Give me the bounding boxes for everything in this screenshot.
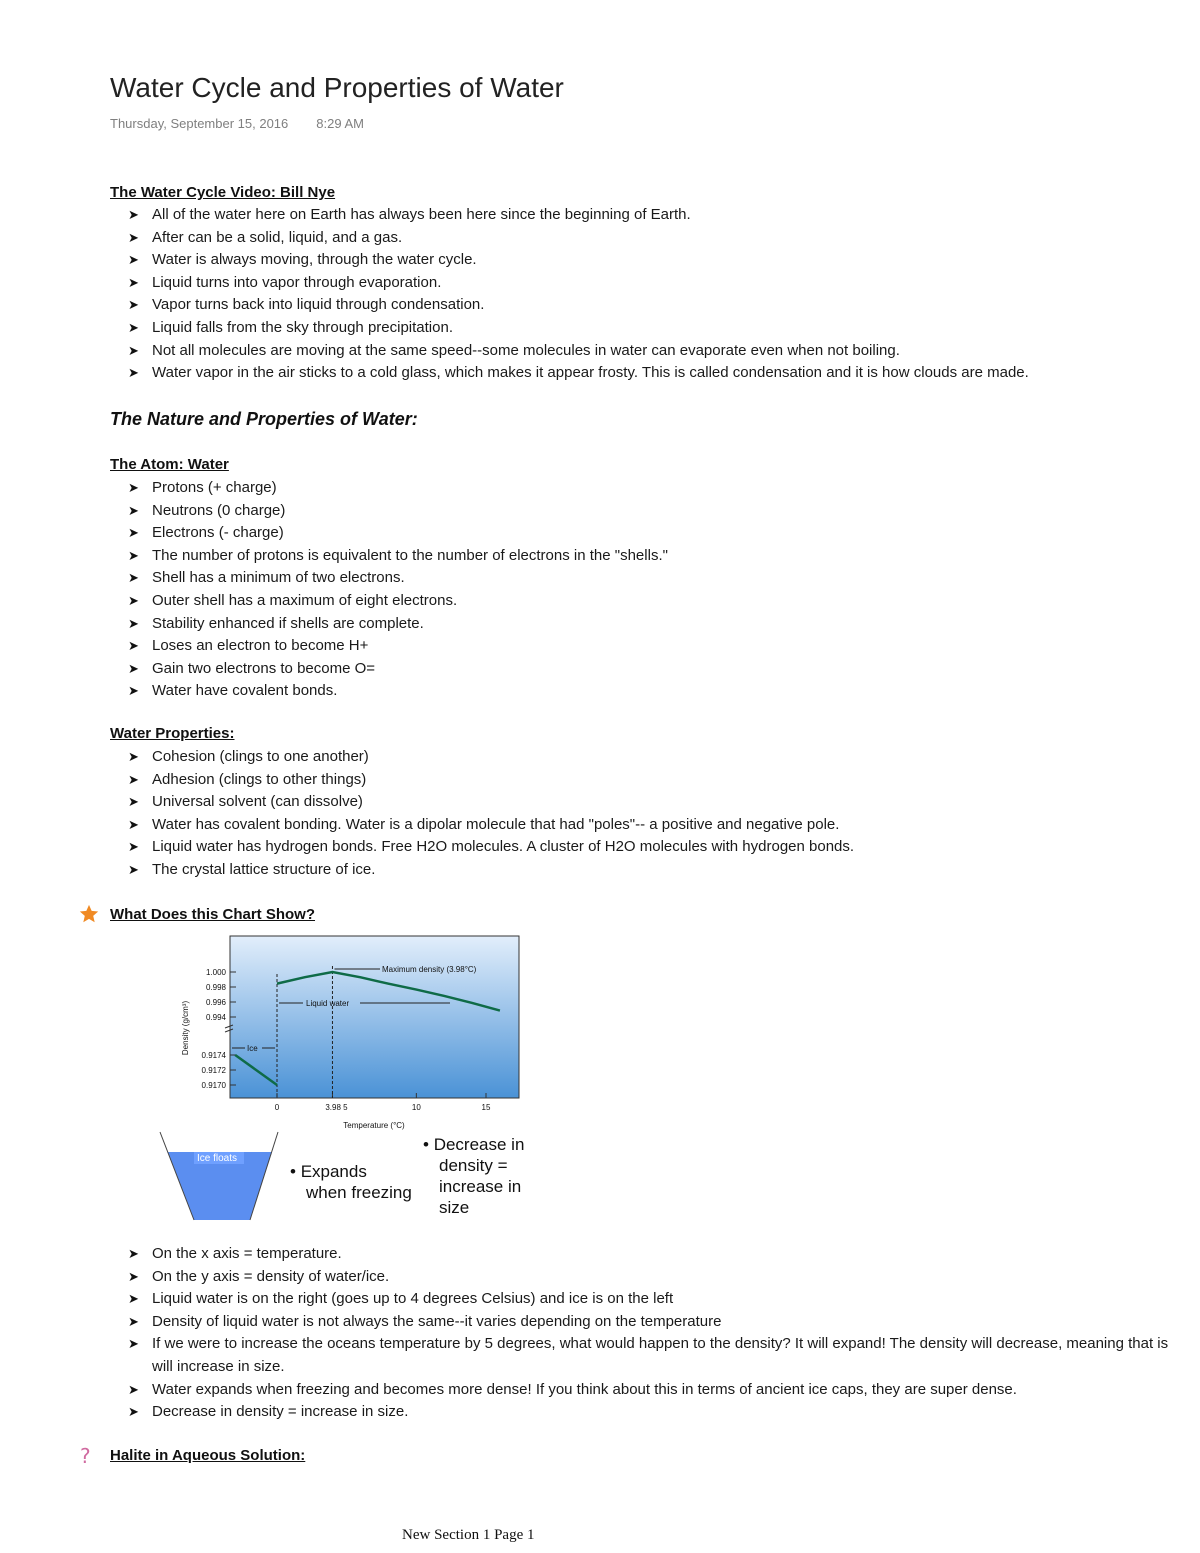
list-item-text: Decrease in density = increase in size.	[152, 1403, 409, 1421]
arrow-bullet-icon: ➤	[128, 480, 139, 495]
list-item-text: Cohesion (clings to one another)	[152, 748, 369, 765]
atom-list	[128, 477, 668, 703]
arrow-bullet-icon: ➤	[128, 839, 139, 855]
arrow-bullet-icon: ➤	[128, 525, 139, 541]
arrow-bullet-icon: ➤	[128, 660, 139, 676]
list-item	[128, 522, 668, 545]
list-item	[128, 204, 1029, 227]
list-item	[128, 590, 668, 613]
list-item	[128, 1266, 1192, 1289]
arrow-bullet-icon: ➤	[128, 1246, 139, 1261]
properties-list	[128, 746, 854, 882]
list-item	[128, 859, 854, 882]
list-item	[128, 836, 854, 859]
x-axis-label: Temperature (°C)	[343, 1121, 405, 1130]
x-tick-label: 15	[481, 1103, 491, 1112]
y-tick-label: 0.998	[205, 983, 226, 992]
page-date: Thursday, September 15, 2016	[110, 116, 289, 131]
list-item	[128, 1401, 1192, 1424]
arrow-bullet-icon: ➤	[128, 638, 139, 654]
list-item-text: Water vapor in the air sticks to a cold glass, which makes it appear frosty. This is called condensation and it is how clouds are made.	[152, 364, 1029, 382]
y-tick-label: 0.994	[205, 1013, 226, 1022]
arrow-bullet-icon: ➤	[128, 816, 139, 832]
list-item	[128, 317, 1029, 340]
page-title: Water Cycle and Properties of Water	[110, 72, 564, 103]
list-item	[128, 294, 1029, 317]
annotation-liquid-water: Liquid water	[306, 999, 350, 1008]
arrow-bullet-icon: ➤	[128, 1291, 139, 1307]
arrow-bullet-icon: ➤	[128, 1268, 139, 1284]
arrow-bullet-icon: ➤	[128, 861, 139, 877]
y-axis-label: Density (g/cm³)	[181, 1000, 190, 1056]
page-footer: New Section 1 Page 1	[402, 1527, 535, 1543]
bullet-density-line4: size	[439, 1198, 470, 1217]
arrow-bullet-icon: ➤	[128, 297, 139, 313]
x-tick-label: 3.98 5	[325, 1103, 348, 1112]
section-heading-water-cycle: The Water Cycle Video: Bill Nye	[110, 184, 336, 201]
arrow-bullet-icon: ➤	[128, 342, 139, 358]
list-item	[128, 746, 854, 769]
list-item	[128, 272, 1029, 295]
list-item	[128, 658, 668, 681]
section-heading-chart: What Does this Chart Show?	[110, 906, 316, 923]
list-item	[128, 1333, 1192, 1378]
list-item	[128, 545, 668, 568]
y-tick-label: 1.000	[205, 968, 226, 977]
arrow-bullet-icon: ➤	[128, 229, 139, 245]
list-item-text: Outer shell has a maximum of eight electrons.	[152, 591, 458, 609]
arrow-bullet-icon: ➤	[128, 794, 139, 810]
question-icon: ?	[80, 1444, 91, 1468]
list-item	[128, 613, 668, 636]
arrow-bullet-icon: ➤	[128, 570, 139, 586]
page-time: 8:29 AM	[316, 116, 364, 131]
arrow-bullet-icon: ➤	[128, 1381, 139, 1397]
list-item-text: Water have covalent bonds.	[152, 682, 338, 700]
chart-notes-list	[128, 1243, 1192, 1424]
arrow-bullet-icon: ➤	[128, 365, 139, 381]
arrow-bullet-icon: ➤	[128, 1336, 139, 1352]
bullet-expands-line2: when freezing	[306, 1183, 412, 1202]
list-item-text: Water has covalent bonding. Water is a dipolar molecule that had "poles"-- a positive and negative pole.	[152, 815, 840, 833]
y-tick-label: 0.9172	[201, 1066, 226, 1075]
arrow-bullet-icon: ➤	[128, 771, 139, 787]
list-item-text: All of the water here on Earth has always been here since the beginning of Earth.	[152, 206, 691, 223]
ice-label: Ice floats	[197, 1153, 238, 1164]
list-item	[128, 814, 854, 837]
list-item-text: Water expands when freezing and becomes more dense! If you think about this in terms of ancient ice caps, they are super dense.	[152, 1380, 1017, 1398]
list-item	[128, 1288, 1192, 1311]
section-heading-halite: Halite in Aqueous Solution:	[110, 1447, 306, 1464]
arrow-bullet-icon: ➤	[128, 1404, 139, 1420]
list-item-text: Liquid turns into vapor through evaporation.	[152, 273, 442, 291]
list-item-text: Water is always moving, through the water cycle.	[152, 251, 477, 269]
list-item-text: The crystal lattice structure of ice.	[152, 860, 376, 878]
arrow-bullet-icon: ➤	[128, 547, 139, 563]
list-item-text: Gain two electrons to become O=	[152, 659, 376, 677]
list-item	[128, 500, 668, 523]
list-item	[128, 680, 668, 703]
list-item-text: Adhesion (clings to other things)	[152, 770, 367, 788]
y-tick-label: 0.9174	[201, 1051, 226, 1060]
list-item-text: Liquid water is on the right (goes up to 4 degrees Celsius) and ice is on the left	[152, 1290, 674, 1308]
x-tick-label: 10	[411, 1103, 421, 1112]
density-chart	[170, 928, 550, 1138]
page-timestamp	[110, 116, 364, 131]
list-item	[128, 1243, 1192, 1266]
list-item	[128, 635, 668, 658]
arrow-bullet-icon: ➤	[128, 1313, 139, 1329]
arrow-bullet-icon: ➤	[128, 502, 139, 518]
bullet-density-line3: increase in	[439, 1177, 522, 1196]
bullet-expands-line1: Expands	[300, 1162, 367, 1181]
list-item	[128, 362, 1029, 385]
chart-plot-area	[230, 936, 519, 1098]
list-item-text: Vapor turns back into liquid through condensation.	[152, 296, 485, 314]
list-item-text: Neutrons (0 charge)	[152, 501, 286, 519]
list-item	[128, 1379, 1192, 1402]
arrow-bullet-icon: ➤	[128, 319, 139, 335]
section-heading-nature: The Nature and Properties of Water:	[110, 409, 418, 429]
list-item-text: On the y axis = density of water/ice.	[152, 1267, 390, 1285]
list-item	[128, 1311, 1192, 1334]
water-cycle-list	[128, 204, 1029, 385]
arrow-bullet-icon: ➤	[128, 274, 139, 290]
x-tick-label: 0	[274, 1103, 280, 1112]
list-item-text: Loses an electron to become H+	[152, 637, 369, 655]
section-heading-properties: Water Properties:	[110, 725, 235, 742]
list-item-text: Liquid falls from the sky through precipitation.	[152, 318, 453, 336]
list-item	[128, 477, 668, 500]
star-icon	[78, 903, 100, 925]
list-item-text: On the x axis = temperature.	[152, 1245, 342, 1262]
list-item-text: Shell has a minimum of two electrons.	[152, 569, 405, 587]
list-item-text: Electrons (- charge)	[152, 524, 284, 542]
list-item	[128, 340, 1029, 363]
arrow-bullet-icon: ➤	[128, 252, 139, 268]
list-item-text: Stability enhanced if shells are complete.	[152, 614, 424, 632]
ice-diagram	[150, 1128, 550, 1228]
list-item	[128, 227, 1029, 250]
section-heading-atom: The Atom: Water	[110, 456, 229, 473]
arrow-bullet-icon: ➤	[128, 615, 139, 631]
y-tick-label: 0.9170	[201, 1081, 226, 1090]
y-tick-label: 0.996	[205, 998, 226, 1007]
list-item	[128, 769, 854, 792]
arrow-bullet-icon: ➤	[128, 592, 139, 608]
arrow-bullet-icon: ➤	[128, 749, 139, 764]
list-item-text: Liquid water has hydrogen bonds. Free H2O molecules. A cluster of H2O molecules with hydrogen bonds.	[152, 838, 855, 856]
bullet-density: • Decrease in density = increase in size	[423, 1135, 525, 1217]
list-item-text: Protons (+ charge)	[152, 479, 277, 496]
list-item	[128, 249, 1029, 272]
list-item-text: Density of liquid water is not always the same--it varies depending on the temperature	[152, 1312, 722, 1330]
beaker-illustration	[150, 1128, 290, 1228]
annotation-max-density: Maximum density (3.98°C)	[382, 965, 477, 974]
list-item-text: Universal solvent (can dissolve)	[152, 793, 363, 811]
list-item-text: If we were to increase the oceans temperature by 5 degrees, what would happen to the density? It will expand! The density will decrease, meaning that is will increase in size.	[152, 1335, 1169, 1375]
list-item-text: Not all molecules are moving at the same speed--some molecules in water can evaporate even when not boiling.	[152, 341, 900, 359]
arrow-bullet-icon: ➤	[128, 207, 139, 222]
list-item-text: After can be a solid, liquid, and a gas.	[152, 228, 403, 246]
list-item	[128, 567, 668, 590]
bullet-density-line2: density =	[439, 1156, 508, 1175]
bullet-expands: • Expands when freezing	[290, 1162, 412, 1202]
list-item	[128, 791, 854, 814]
list-item-text: The number of protons is equivalent to the number of electrons in the "shells."	[152, 546, 668, 564]
density-chart-svg	[170, 928, 550, 1138]
annotation-ice: Ice	[247, 1044, 258, 1053]
bullet-density-line1: Decrease in	[433, 1135, 525, 1154]
arrow-bullet-icon: ➤	[128, 683, 139, 699]
